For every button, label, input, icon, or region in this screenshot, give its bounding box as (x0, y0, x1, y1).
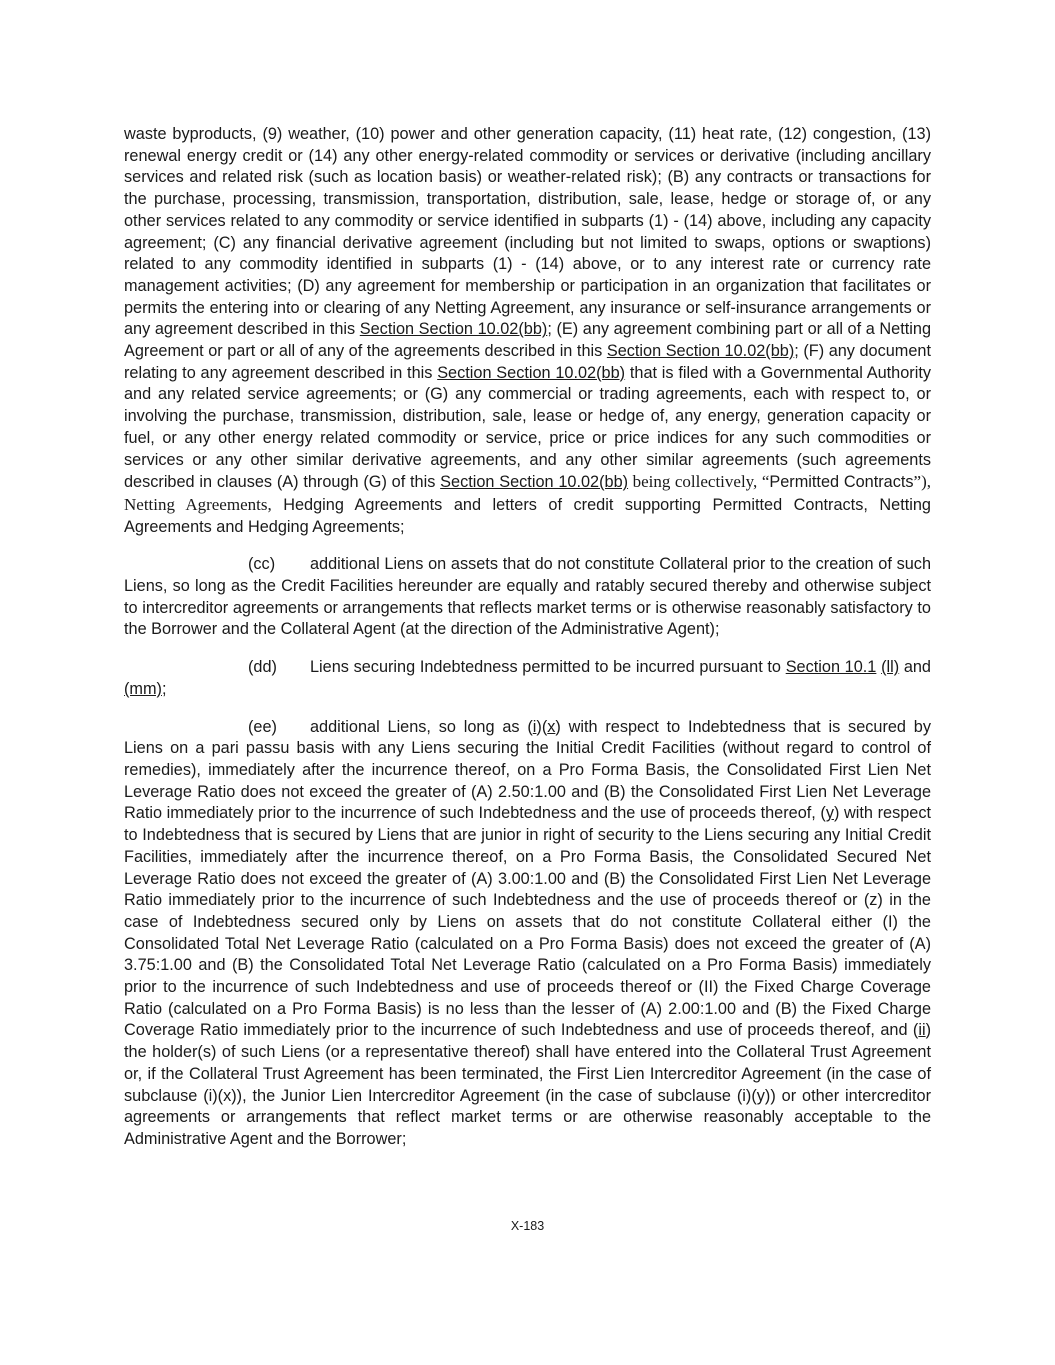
section-reference-link[interactable]: Section Section 10.02(bb) (437, 363, 626, 382)
paragraph-permitted-contracts: waste byproducts, (9) weather, (10) power and other generation capacity, (11) heat rate, (12) congestion, (13) renewal energy credit or (14) any other energy-related commodity or services or derivative (including ancillary services and related risk (such as location basis) or weather-related risk); (B) any contracts or transactions for the purchase, processing, transmission, transportation, distribution, sale, lease, hedge or storage of, or any other services related to any commodity or service identified in subparts (1) - (14) above, including any capacity agreement; (C) any financial derivative agreement (including but not limited to swaps, options or swaptions) related to any commodity identified in subparts (1) - (14) above, or to any interest rate or currency rate management activities; (D) any agreement for membership or participation in an organization that facilitates or permits the entering into or clearing of any Netting Agreement, any insurance or self-insurance arrangements or any agreement described in this Section Section 10.02(bb); (E) any agreement combining part or all of a Netting Agreement or part or all of any of the agreements described in this Section Section 10.02(bb); (F) any document relating to any agreement described in this Section Section 10.02(bb) that is filed with a Governmental Authority and any related service agreements; or (G) any commercial or trading agreements, each with respect to, or involving the purchase, transmission, distribution, sale, lease or hedge of, any energy, generation capacity or fuel, or any other energy related commodity or service, price or price indices for any such commodities or services or any other similar derivative agreements, and any other similar agreements (such agreements described in clauses (A) through (G) of this Section Section 10.02(bb) being collectively, “Permitted Contracts”), Netting Agreements, Hedging Agreements and letters of credit supporting Permitted Contracts, Netting Agreements and Hedging Agreements; (124, 125, 932, 536)
defined-term: Permitted Contracts (769, 473, 914, 492)
clause-label: (dd) (248, 658, 277, 677)
section-reference-link[interactable]: Section Section 10.02(bb) (359, 320, 548, 339)
clause-reference-link[interactable]: (ll) (881, 658, 900, 677)
subclause-marker: ii (918, 1021, 926, 1040)
subclause-marker: x (547, 717, 556, 736)
clause-ee: (ee) additional Liens, so long as (i)(x) with respect to Indebtedness that is secured by Liens on a pari passu basis with any Liens securing the Initial Credit Facilities (without regard to control of remedies), immediately after the incurrence thereof, on a Pro Forma Basis, the Consolidated First Lien Net Leverage Ratio does not exceed the greater of (A) 2.50:1.00 and (B) the Consolidated First Lien Net Leverage Ratio immediately prior to the incurrence of such Indebtedness and the use of proceeds thereof, (y) with respect to Indebtedness that is secured by Liens that are junior in right of security to the Liens securing any Initial Credit Facilities, immediately after the incurrence thereof, on a Pro Forma Basis, the Consolidated Secured Net Leverage Ratio does not exceed the greater of (A) 3.00:1.00 and (B) the Consolidated First Lien Net Leverage Ratio immediately prior to the incurrence of such Indebtedness and the use of proceeds thereof or (z) in the case of Indebtedness secured only by Liens on assets that do not constitute Collateral either (I) the Consolidated Total Net Leverage Ratio (calculated on a Pro Forma Basis) does not exceed the greater of (A) 3.75:1.00 and (B) the Consolidated Total Net Leverage Ratio (calculated on a Pro Forma Basis) immediately prior to the incurrence of such Indebtedness and use of proceeds thereof or (II) the Fixed Charge Coverage Ratio (calculated on a Pro Forma Basis) is no less than the lesser of (A) 2.00:1.00 and (B) the Fixed Charge Coverage Ratio immediately prior to the incurrence of such Indebtedness and use of proceeds thereof, and (ii) the holder(s) of such Liens (or a representative thereof) shall have entered into the Collateral Trust Agreement or, if the Collateral Trust Agreement has been terminated, the First Lien Intercreditor Agreement (in the case of subclause (i)(x)), the Junior Lien Intercreditor Agreement (in the case of subclause (i)(y)) or other intercreditor agreements or arrangements that reflect market terms or are otherwise reasonably acceptable to the Administrative Agent and the Borrower; (124, 717, 931, 1148)
subclause-marker: y (825, 804, 834, 823)
clause-reference-link[interactable]: (mm) (124, 679, 162, 698)
section-reference-link[interactable]: Section Section 10.02(bb) (606, 342, 795, 361)
clause-cc: (cc) additional Liens on assets that do not constitute Collateral prior to the creation of such Liens, so long as the Credit Facilities hereunder are equally and ratably secured thereby and otherwise subject to intercreditor agreements or arrangements that reflects market terms or is otherwise reasonably satisfactory to the Borrower and the Collateral Agent (at the direction of the Administrative Agent); (124, 555, 931, 639)
clause-label: (cc) (248, 555, 276, 574)
section-reference-link[interactable]: Section 10.1 (785, 658, 877, 677)
page-number: X-183 (510, 1219, 545, 1233)
section-reference-link[interactable]: Section Section 10.02(bb) (440, 473, 629, 492)
clause-label: (ee) (248, 717, 277, 736)
document-page (124, 124, 931, 1151)
clause-dd: (dd) Liens securing Indebtedness permitted to be incurred pursuant to Section 10.1 (ll) and (mm); (124, 658, 931, 698)
subclause-marker: i (532, 717, 537, 736)
